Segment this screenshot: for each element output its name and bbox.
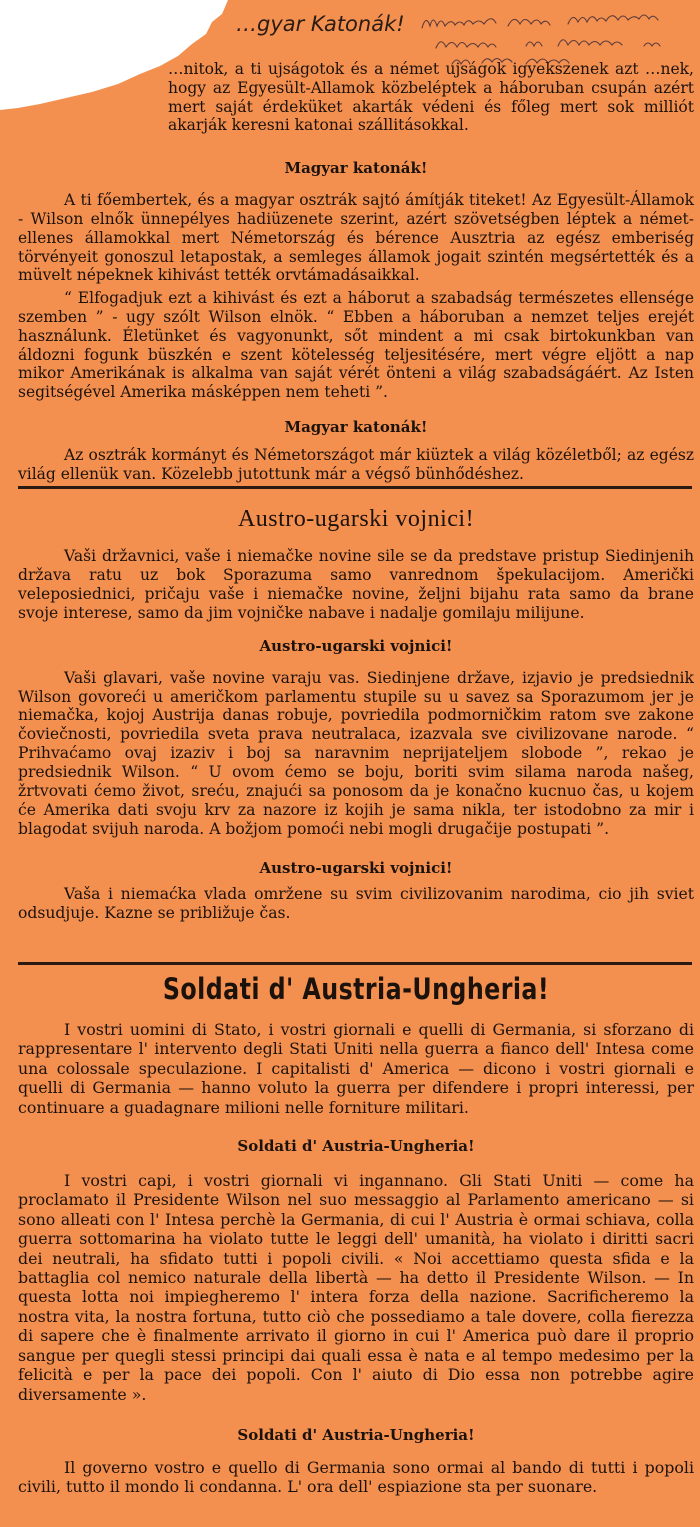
italian-heading-3: Soldati d' Austria-Ungheria! (237, 1425, 475, 1444)
handwritten-note (418, 6, 698, 68)
italian-paragraph-2: I vostri capi, i vostri giornali vi ingannano. Gli Stati Uniti — come ha proclamato il Presidente Wilson nel suo messaggio al Parlamento americano — si sono alleati con l' Intesa perchè la Germania, di cui l' Austria è ormai schiava, colla guerra sottomarina ha violato tutte le leggi dell' umanità, ha violato i diritti sacri dei neutrali, ha sfidato tutti i popoli civili. « Noi accettiamo questa sfida e la battaglia col nemico naturale della libertà — ha detto il Presidente Wilson. — In questa lotta noi impiegheremo l' intera forza della nazione. Sacrificheremo la nostra vita, la nostra fortuna, tutto ciò che possediamo a tale dovere, colla fierezza di sapere che è finalmente arrivato il giorno in cui l' America può dare il proprio sangue per quegli stessi principi dai quali essa è nata e al tempo medesimo per la felicità e per la pace dei popoli. Con l' aiuto di Dio essa non potrebbe agire diversamente ». (18, 1171, 694, 1404)
hungarian-heading-2: Magyar katonák! (284, 159, 428, 178)
section-divider-1 (18, 486, 692, 489)
hungarian-section (18, 60, 694, 484)
hungarian-paragraph-2b: “ Elfogadjuk ezt a kihivást és ezt a háborut a szabadság természetes ellensége szemben ” - ugy szólt Wilson elnök. “ Ebben a háboruban a nemzet teljes erejét használunk. Életünket és vagyonunkt, sőt mindent a mi csak birtokunkban van áldozni fogunk büszkén e szent kötelesség teljesitésére, mert végre eljött a nap mikor Amerikának is alkalma van saját vérét önteni a világ szabadságáért. Az Isten segitségével Amerika másképpen nem teheti ”. (18, 289, 694, 402)
hungarian-paragraph-2a: A ti főembertek, és a magyar osztrák sajtó ámítják titeket! Az Egyesült-Államok - Wilson elnők ünnepélyes hadiüzenete szerint, azért szövetségben léptek a német-ellenes államokkal mert Németország és bérence Ausztria az egész emberiség törvényeit gonoszul letapostak, a semleges államok jogait szintén megsértették és a müvelt népeknek kihivást tették orvtámadásaikkal. (18, 191, 694, 285)
croatian-paragraph-2: Vaši glavari, vaše novine varaju vas. Siedinjene države, izjavio je predsiednik Wilson govoreći u američkom parlamentu stupile su u savez sa Sporazumom jer je niemačka, kojoj Austrija danas robuje, povriedila podmorničkim ratom sve zakone čoviečnosti, povriedila sveta prava neutralaca, izazvala sve civilizovane narode. “ Prihvaćamo ovaj izaziv i boj sa naravnim neprijateljem slobode ”, rekao je predsiednik Wilson. “ U ovom ćemo se boju, boriti svim silama naroda našeg, žrtvovati ćemo život, sreću, znajući sa ponosom da je konačno kucnuo čas, u kojem će Amerika dati svoju krv za nazore iz kojih je sama nikla, ter istodobno za mir i blagodat svijuh naroda. A božjom pomoći nebi mogli drugačije postupati ”. (18, 668, 694, 838)
italian-section (18, 972, 694, 1497)
croatian-heading-2: Austro-ugarski vojnici! (259, 636, 453, 655)
hungarian-paragraph-3: Az osztrák kormányt és Németországot már kiüztek a világ közéletből; az egész világ ellenük van. Közelebb jutottunk már a végső bünhődéshez. (18, 445, 694, 483)
croatian-paragraph-1: Vaši državnici, vaše i niemačke novine sile se da predstave pristup Siedinjenih država ratu uz bok Sporazuma samo vanrednom špekulacijom. Američki veleposiednici, pričaju vaše i niemačke novine, željni bijahu rata samo da brane svoje interese, samo da jim vojničke nabave i nadalje gomilaju milijune. (18, 547, 694, 622)
italian-paragraph-1: I vostri uomini di Stato, i vostri giornali e quelli di Germania, si sforzano di rappresentare l' intervento degli Stati Uniti nella guerra a fianco dell' Intesa come una colossale speculazione. I capitalisti d' America — dicono i vostri giornali e quelli di Germania — hanno voluto la guerra per difendere i propri interessi, per continuare a guadagnare milioni nelle forniture militari. (18, 1020, 694, 1117)
section-divider-2 (18, 962, 692, 965)
hungarian-intro: …nitok, a ti ujságotok és a német ujságok igyekszenek azt …nek, hogy az Egyesült-Allamok közbeléptek a háboruban csupán azért mert saját érdeküket akarták védeni és főleg mert sok milliót akarják keresni katonai szállitásokkal. (168, 60, 694, 135)
croatian-paragraph-3: Vaša i niemaćka vlada omržene su svim civilizovanim narodima, cio jih sviet odsudjuje. Kazne se približuje čas. (18, 884, 694, 922)
italian-title: Soldati d' Austria-Ungheria! (162, 972, 550, 1006)
croatian-heading-3: Austro-ugarski vojnici! (259, 858, 453, 877)
hungarian-heading-3: Magyar katonák! (284, 417, 428, 436)
croatian-title: Austro-ugarski vojnici! (237, 506, 475, 532)
hungarian-title: …gyar Katonák! (236, 12, 405, 36)
italian-heading-2: Soldati d' Austria-Ungheria! (237, 1137, 475, 1156)
italian-paragraph-3: Il governo vostro e quello di Germania sono ormai al bando di tutti i popoli civili, tutto il mondo li condanna. L' ora dell' espiazione sta per suonare. (18, 1457, 694, 1497)
croatian-section (18, 506, 694, 923)
